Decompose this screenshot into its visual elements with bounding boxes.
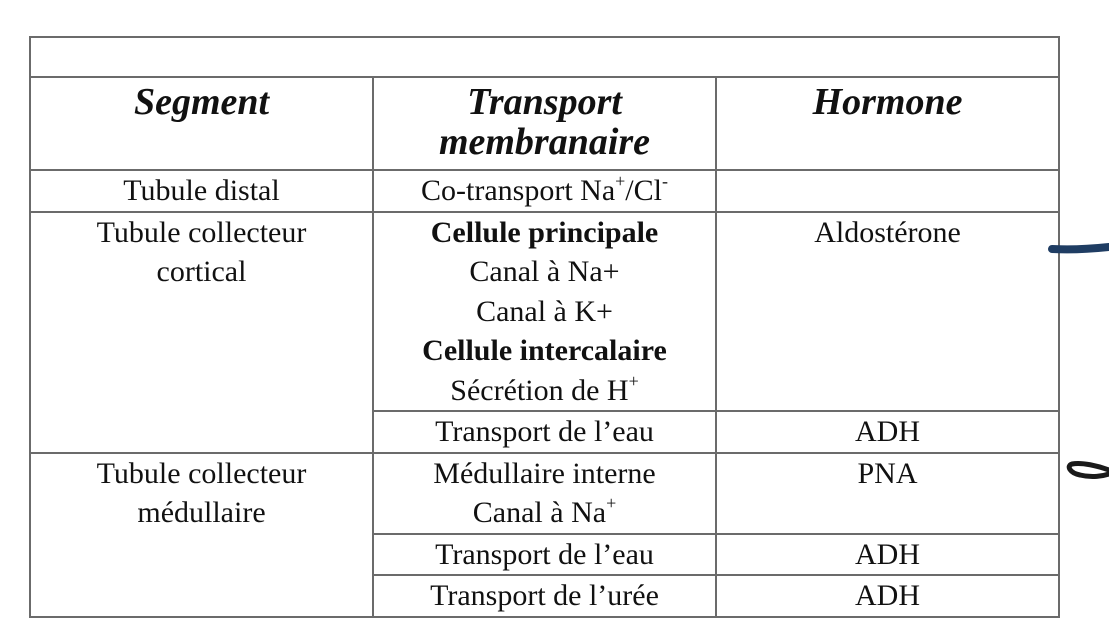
cell-transport-distal [373,170,716,212]
header-transport-line1: Transport [467,81,622,123]
sup: + [606,493,617,513]
table-container [29,36,1058,618]
segment-line2: médullaire [137,496,266,529]
cell-hormone-cortical-water: ADH [716,411,1059,453]
sup: + [615,171,626,191]
transport-line [374,493,715,533]
row-cortical [30,212,1059,412]
cell-segment-medullary [30,453,373,617]
cell-transport-medullary [373,453,716,534]
cell-hormone-medullary: PNA [716,453,1059,534]
cell-transport-medullary-urea: Transport de l’urée [373,575,716,617]
text: Canal à Na [472,496,607,529]
transport-line: Canal à Na+ [469,255,620,288]
header-row [30,77,1059,170]
table-title-row [30,37,1059,77]
row-medullary [30,453,1059,534]
header-transport [373,77,716,170]
cell-hormone-medullary-urea: ADH [716,575,1059,617]
row-distal [30,170,1059,212]
text: Co-transport Na [421,174,616,207]
empty-title-cell [30,37,1059,77]
sup: + [628,370,639,391]
cell-segment-cortical [30,212,373,453]
cell-segment-distal: Tubule distal [30,170,373,212]
transport-line: Médullaire interne [433,456,656,490]
cell-transport-medullary-water: Transport de l’eau [373,534,716,576]
header-segment: Segment [30,77,373,170]
pen-stroke-mark [1069,463,1109,476]
segment-line1: Tubule collecteur [96,456,307,490]
text: Sécrétion de H [450,373,629,407]
pen-stroke-mark [1052,247,1109,249]
transport-table [29,36,1060,618]
cell-transport-cortical [373,212,716,412]
cell-hormone-distal [716,170,1059,212]
text: /Cl [625,174,662,207]
sup: - [661,171,668,191]
segment-line1: Tubule collecteur [96,215,307,249]
cell-transport-cortical-water: Transport de l’eau [373,411,716,453]
cell-hormone-medullary-water: ADH [716,534,1059,576]
header-transport-line2: membranaire [438,121,651,163]
segment-line2: cortical [156,255,247,288]
transport-line: Canal à K+ [476,294,613,328]
transport-line [374,371,715,411]
intercalated-cell-label: Cellule intercalaire [422,334,667,367]
principal-cell-label: Cellule principale [430,215,659,249]
header-hormone: Hormone [716,77,1059,170]
cell-hormone-cortical: Aldostérone [716,212,1059,412]
